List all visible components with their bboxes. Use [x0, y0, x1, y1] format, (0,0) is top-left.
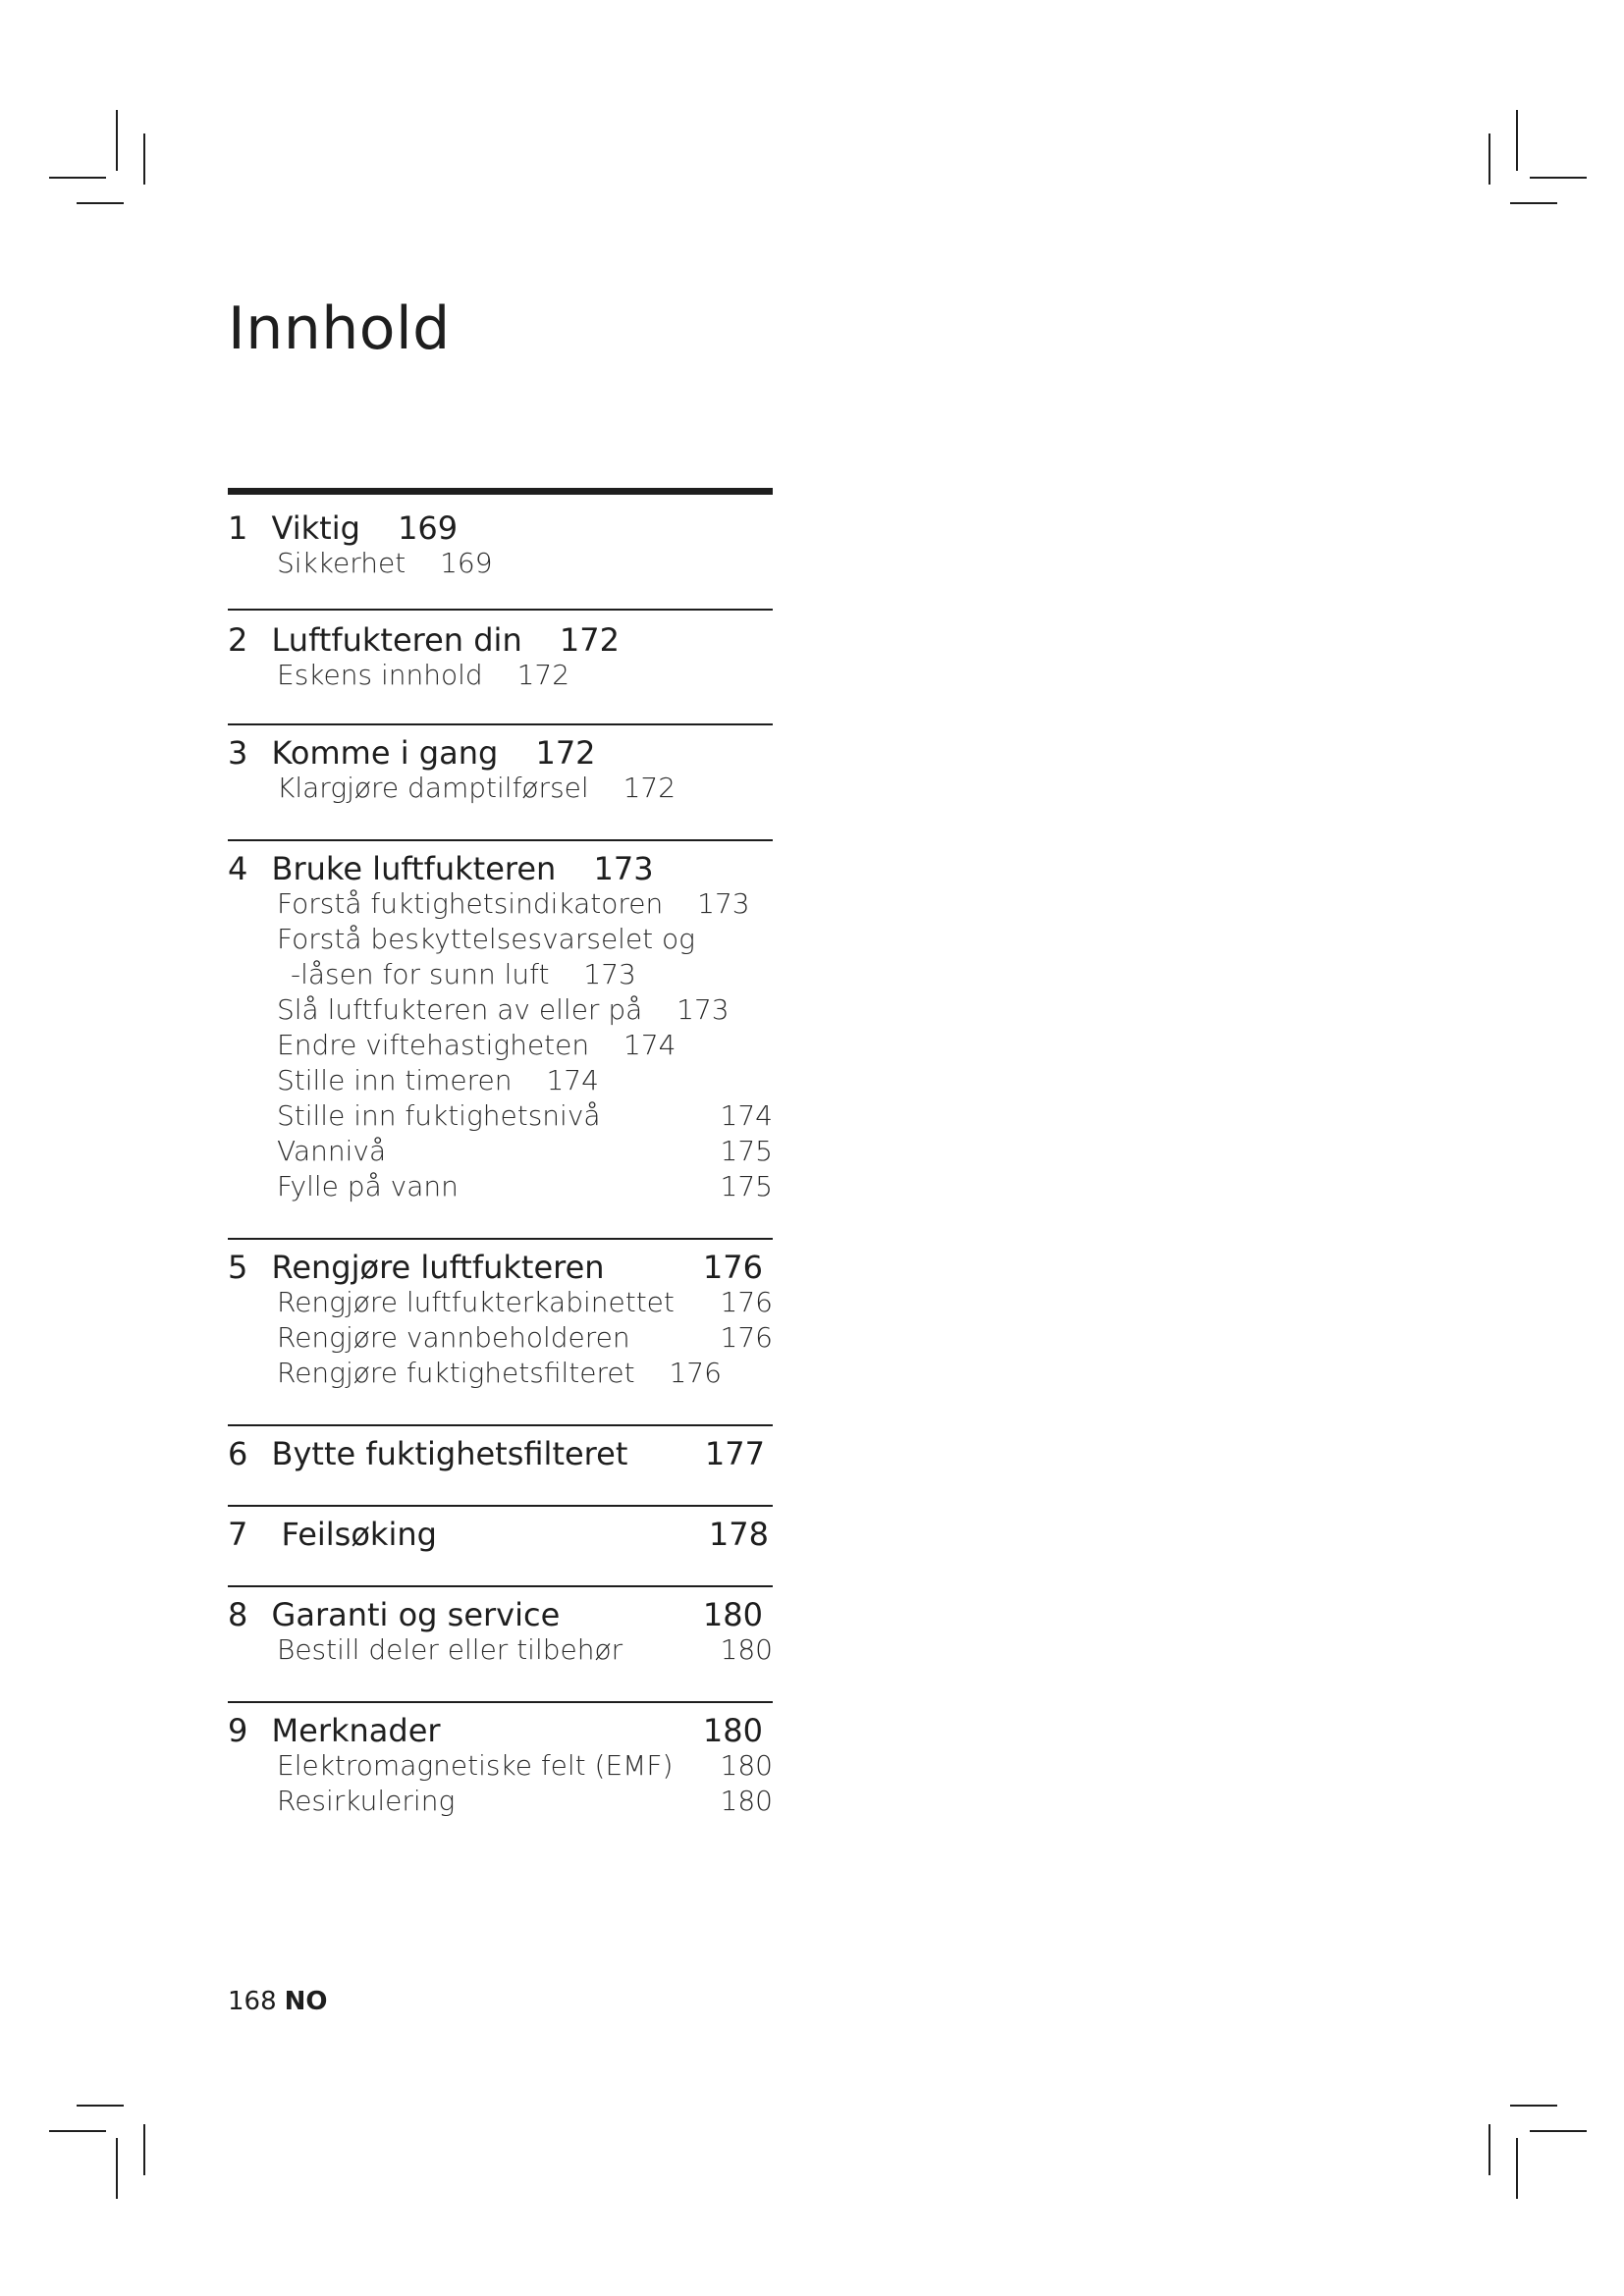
- section-title: Garanti og service: [271, 1596, 561, 1633]
- subentry-title: Forstå beskyttelsesvarselet og: [277, 923, 695, 955]
- section-title: Luftfukteren din: [271, 621, 522, 659]
- toc-subentry[interactable]: [228, 658, 773, 693]
- crop-mark: [49, 2130, 106, 2132]
- subentry-title: Slå luftfukteren av eller på: [277, 993, 643, 1026]
- toc-subentry[interactable]: [228, 546, 773, 581]
- subentry-title: Eskens innhold: [277, 659, 483, 691]
- toc-section: [228, 725, 773, 839]
- toc-subentry[interactable]: [228, 992, 773, 1028]
- subentry-page: 176: [720, 1286, 773, 1318]
- toc-subentry[interactable]: [228, 1134, 773, 1169]
- page-footer: [228, 1987, 328, 2016]
- crop-mark: [116, 2138, 118, 2199]
- toc-entry[interactable]: [228, 851, 773, 886]
- page-number: 168: [228, 1987, 277, 2016]
- toc-subentry[interactable]: [228, 1063, 773, 1098]
- subentry-page: 172: [516, 659, 570, 691]
- toc-subentry[interactable]: [228, 1028, 773, 1063]
- subentry-title: Klargjøre damptilførsel: [277, 772, 589, 804]
- toc-subentry[interactable]: [228, 922, 773, 957]
- section-number: 1: [228, 509, 248, 547]
- crop-mark: [1510, 2105, 1557, 2107]
- crop-mark: [1530, 2130, 1587, 2132]
- crop-mark: [77, 202, 124, 204]
- section-number: 2: [228, 621, 248, 659]
- section-number: 4: [228, 850, 248, 887]
- toc-section: [228, 841, 773, 1238]
- section-page: 176: [702, 1249, 763, 1286]
- toc-section: [228, 495, 773, 609]
- toc-subentry[interactable]: [228, 1356, 773, 1391]
- subentry-page: 180: [720, 1785, 773, 1817]
- crop-mark: [1489, 2124, 1490, 2175]
- section-page: 177: [704, 1435, 765, 1472]
- toc-section: [228, 1240, 773, 1424]
- section-title: Viktig: [271, 509, 360, 547]
- subentry-title: Bestill deler eller tilbehør: [277, 1633, 623, 1666]
- crop-mark: [1510, 202, 1557, 204]
- crop-mark: [1516, 110, 1518, 171]
- toc-section: [228, 1587, 773, 1701]
- crop-mark: [143, 2124, 145, 2175]
- subentry-title: Endre viftehastigheten: [277, 1029, 590, 1061]
- section-title: Rengjøre luftfukteren: [271, 1249, 605, 1286]
- subentry-page: 174: [623, 1029, 677, 1061]
- section-number: 7: [228, 1516, 248, 1553]
- crop-mark: [116, 110, 118, 171]
- section-title: Merknader: [271, 1712, 441, 1749]
- toc-subentry[interactable]: [228, 1285, 773, 1320]
- subentry-title: Elektromagnetiske felt (EMF): [277, 1749, 674, 1782]
- toc-subentry[interactable]: [228, 1748, 773, 1784]
- subentry-title: Resirkulering: [277, 1785, 456, 1817]
- subentry-title: Stille inn fuktighetsnivå: [277, 1099, 601, 1132]
- subentry-title: Stille inn timeren: [277, 1064, 513, 1096]
- section-title: Bruke luftfukteren: [271, 850, 557, 887]
- subentry-title: Rengjøre luftfukterkabinettet: [277, 1286, 675, 1318]
- toc-subentry[interactable]: [228, 886, 773, 922]
- toc-entry[interactable]: [228, 1517, 773, 1552]
- subentry-title: Rengjøre fuktighetsfilteret: [277, 1357, 635, 1389]
- toc-subentry[interactable]: [228, 1169, 773, 1204]
- subentry-title: Vannivå: [277, 1135, 387, 1167]
- crop-mark: [1530, 177, 1587, 179]
- section-title: Feilsøking: [281, 1516, 437, 1553]
- crop-mark: [143, 133, 145, 185]
- section-number: 3: [228, 734, 248, 772]
- crop-mark: [1489, 133, 1490, 185]
- subentry-page: 180: [720, 1633, 773, 1666]
- toc-subentry[interactable]: [228, 1098, 773, 1134]
- toc-entry[interactable]: [228, 1250, 773, 1285]
- subentry-page: 172: [623, 772, 677, 804]
- toc-subentry[interactable]: [228, 771, 773, 806]
- subentry-page: 173: [677, 993, 730, 1026]
- section-page: 180: [702, 1712, 763, 1749]
- crop-mark: [77, 2105, 124, 2107]
- section-title: Komme i gang: [271, 734, 499, 772]
- section-page: 180: [702, 1596, 763, 1633]
- subentry-page: 175: [720, 1135, 773, 1167]
- section-title: Bytte fuktighetsfilteret: [271, 1435, 628, 1472]
- section-page: 173: [593, 850, 654, 887]
- section-page: 169: [398, 509, 459, 547]
- section-number: 9: [228, 1712, 248, 1749]
- toc-top-rule: [228, 488, 773, 495]
- toc-entry[interactable]: [228, 1713, 773, 1748]
- subentry-title: Fylle på vann: [277, 1170, 459, 1202]
- toc-subentry[interactable]: [228, 1632, 773, 1668]
- crop-mark: [1516, 2138, 1518, 2199]
- subentry-title: -låsen for sunn luft: [291, 958, 550, 990]
- subentry-page: 180: [720, 1749, 773, 1782]
- subentry-page: 174: [546, 1064, 599, 1096]
- subentry-page: 175: [720, 1170, 773, 1202]
- subentry-title: Forstå fuktighetsindikatoren: [277, 887, 664, 920]
- toc-subentry[interactable]: [228, 957, 773, 992]
- section-page: 172: [535, 734, 596, 772]
- toc-entry[interactable]: [228, 735, 773, 771]
- toc-subentry[interactable]: [228, 1784, 773, 1819]
- toc-section: [228, 611, 773, 723]
- toc-section: [228, 1507, 773, 1585]
- toc-entry[interactable]: [228, 510, 773, 546]
- subentry-title: Rengjøre vannbeholderen: [277, 1321, 630, 1354]
- section-number: 8: [228, 1596, 248, 1633]
- page-title: Innhold: [228, 294, 451, 363]
- subentry-page: 169: [440, 547, 493, 579]
- toc-entry[interactable]: [228, 1436, 773, 1471]
- language-code: NO: [284, 1987, 328, 2016]
- toc-entry[interactable]: [228, 622, 773, 658]
- section-page: 172: [559, 621, 620, 659]
- subentry-page: 173: [697, 887, 750, 920]
- toc-section: [228, 1703, 773, 1831]
- section-page: 178: [708, 1516, 769, 1553]
- subentry-page: 174: [720, 1099, 773, 1132]
- toc-section: [228, 1426, 773, 1505]
- toc-entry[interactable]: [228, 1597, 773, 1632]
- subentry-page: 176: [669, 1357, 722, 1389]
- section-number: 6: [228, 1435, 248, 1472]
- subentry-title: Sikkerhet: [277, 547, 406, 579]
- toc-subentry[interactable]: [228, 1320, 773, 1356]
- section-number: 5: [228, 1249, 248, 1286]
- table-of-contents: [228, 488, 773, 1831]
- crop-mark: [49, 177, 106, 179]
- subentry-page: 176: [720, 1321, 773, 1354]
- subentry-page: 173: [583, 958, 636, 990]
